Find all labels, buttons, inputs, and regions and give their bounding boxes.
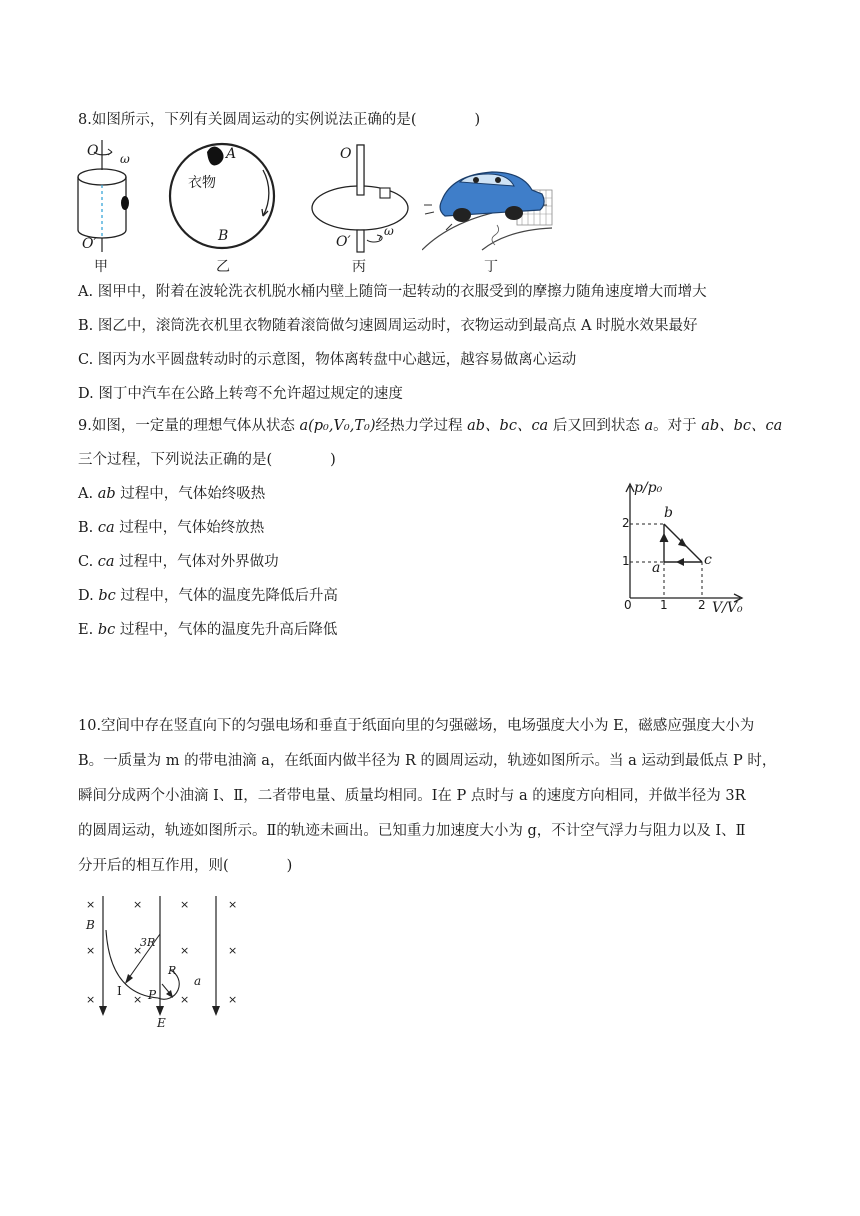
q9-stem-text-4: 。对于 — [653, 418, 702, 434]
label-yi: 乙 — [216, 259, 230, 275]
q8-option-c: C. 图丙为水平圆盘转动时的示意图，物体离转盘中心越远，越容易做离心运动 — [78, 352, 577, 368]
q9-option-d — [78, 586, 338, 606]
q10-line3: 瞬间分成两个小油滴 Ⅰ、Ⅱ，二者带电量、质量均相同。Ⅰ在 P 点时与 a 的速度方向相同，并做半径为 3R — [78, 788, 746, 804]
graph-y-label: p/p₀ — [634, 480, 663, 496]
graph-tick-x-1: 1 — [660, 598, 668, 612]
jia-Oprime-label: O′ — [82, 236, 97, 252]
label-ding: 丁 — [484, 259, 498, 275]
q9-option-e-text: 过程中，气体的温度先升高后降低 — [115, 622, 338, 638]
radius-R-label: R — [168, 964, 177, 977]
q9-option-b-text: 过程中，气体始终放热 — [114, 520, 265, 536]
q9-processes: ab、bc、ca — [467, 418, 549, 434]
field-B-label: B — [86, 918, 95, 932]
q9-option-d-proc: bc — [98, 588, 116, 604]
q9-option-c-text: 过程中，气体对外界做功 — [114, 554, 279, 570]
bing-O-label: O — [340, 146, 352, 162]
field-E-label: E — [157, 1016, 166, 1030]
q9-option-a-letter: A. — [78, 486, 98, 502]
point-P-label: P — [148, 988, 157, 1002]
bing-Oprime-label: O′ — [336, 234, 351, 250]
cross-12: × — [228, 993, 238, 1006]
q9-option-b-letter: B. — [78, 520, 98, 536]
q9-processes-2: ab、bc、ca — [701, 418, 783, 434]
graph-tick-y-2: 2 — [622, 516, 630, 530]
q9-state: a(p₀,V₀,T₀) — [299, 418, 376, 434]
q9-option-a — [78, 484, 265, 504]
q9-stem-text: 9.如图，一定量的理想气体从状态 — [78, 418, 300, 434]
q9-stem-line1 — [78, 416, 782, 436]
droplet-I-label: I — [117, 984, 122, 998]
q8-figure-ding — [422, 160, 557, 255]
graph-tick-y-1: 1 — [622, 554, 630, 568]
q9-pv-graph — [612, 478, 762, 618]
label-bing: 丙 — [352, 259, 366, 275]
jia-omega-label: ω — [120, 152, 130, 166]
cross-8: × — [228, 944, 238, 957]
graph-x-label: V/V₀ — [712, 600, 743, 616]
graph-point-b: b — [664, 505, 673, 521]
q9-option-b-proc: ca — [97, 520, 115, 536]
yi-A-label: A — [226, 146, 237, 162]
q9-option-d-text: 过程中，气体的温度先降低后升高 — [115, 588, 338, 604]
q9-option-e — [78, 620, 337, 640]
q9-stem-text-3: 后又回到状态 — [548, 418, 645, 434]
q9-option-c — [78, 552, 279, 572]
q8-stem: 8.如图所示，下列有关圆周运动的实例说法正确的是( ) — [78, 112, 481, 128]
q9-option-c-proc: ca — [97, 554, 115, 570]
q9-option-a-text: 过程中，气体始终吸热 — [115, 486, 266, 502]
q8-option-a: A. 图甲中，附着在波轮洗衣机脱水桶内壁上随筒一起转动的衣服受到的摩擦力随角速度增大而增大 — [78, 284, 707, 300]
q8-figure-bing — [305, 140, 415, 255]
q9-option-c-letter: C. — [78, 554, 98, 570]
q10-line2: B。一质量为 m 的带电油滴 a，在纸面内做半径为 R 的圆周运动，轨迹如图所示。当 a 运动到最低点 P 时， — [78, 753, 777, 769]
q10-line5: 分开后的相互作用，则( ) — [78, 858, 293, 874]
q9-stem-line2: 三个过程，下列说法正确的是( ) — [78, 452, 336, 468]
q9-option-e-letter: E. — [78, 622, 98, 638]
q10-line4: 的圆周运动，轨迹如图所示。Ⅱ的轨迹未画出。已知重力加速度大小为 g，不计空气浮力与阻力以及 Ⅰ、Ⅱ — [78, 823, 746, 839]
cross-5: × — [86, 944, 96, 957]
q9-option-e-proc: bc — [97, 622, 116, 638]
cross-10: × — [133, 993, 143, 1006]
yi-B-label: B — [218, 228, 229, 244]
graph-origin: 0 — [624, 598, 632, 612]
q9-option-d-letter: D. — [78, 588, 99, 604]
graph-tick-x-2: 2 — [698, 598, 706, 612]
cross-9: × — [86, 993, 96, 1006]
bing-omega-label: ω — [384, 224, 394, 238]
jia-O-label: O — [87, 143, 99, 159]
droplet-a-label: a — [194, 974, 202, 988]
cross-1: × — [86, 898, 96, 911]
q10-line1: 10.空间中存在竖直向下的匀强电场和垂直于纸面向里的匀强磁场，电场强度大小为 E，磁感应强度大小为 — [78, 718, 755, 734]
cross-6: × — [133, 944, 143, 957]
cross-3: × — [180, 898, 190, 911]
yi-clothes-label: 衣物 — [188, 175, 216, 191]
q9-stem-text-2: 经热力学过程 — [375, 418, 468, 434]
q9-option-b — [78, 518, 264, 538]
radius-3R-label: 3R — [140, 936, 156, 949]
cross-4: × — [228, 898, 238, 911]
label-jia: 甲 — [94, 259, 108, 275]
cross-11: × — [180, 993, 190, 1006]
graph-point-c: c — [704, 552, 712, 568]
cross-2: × — [133, 898, 143, 911]
q9-state-a: a — [644, 418, 654, 434]
q8-option-d: D. 图丁中汽车在公路上转弯不允许超过规定的速度 — [78, 386, 403, 402]
q8-option-b: B. 图乙中，滚筒洗衣机里衣物随着滚筒做匀速圆周运动时，衣物运动到最高点 A 时脱水效果最好 — [78, 318, 698, 334]
graph-point-a: a — [652, 560, 661, 576]
cross-7: × — [180, 944, 190, 957]
q9-option-a-proc: ab — [97, 486, 116, 502]
